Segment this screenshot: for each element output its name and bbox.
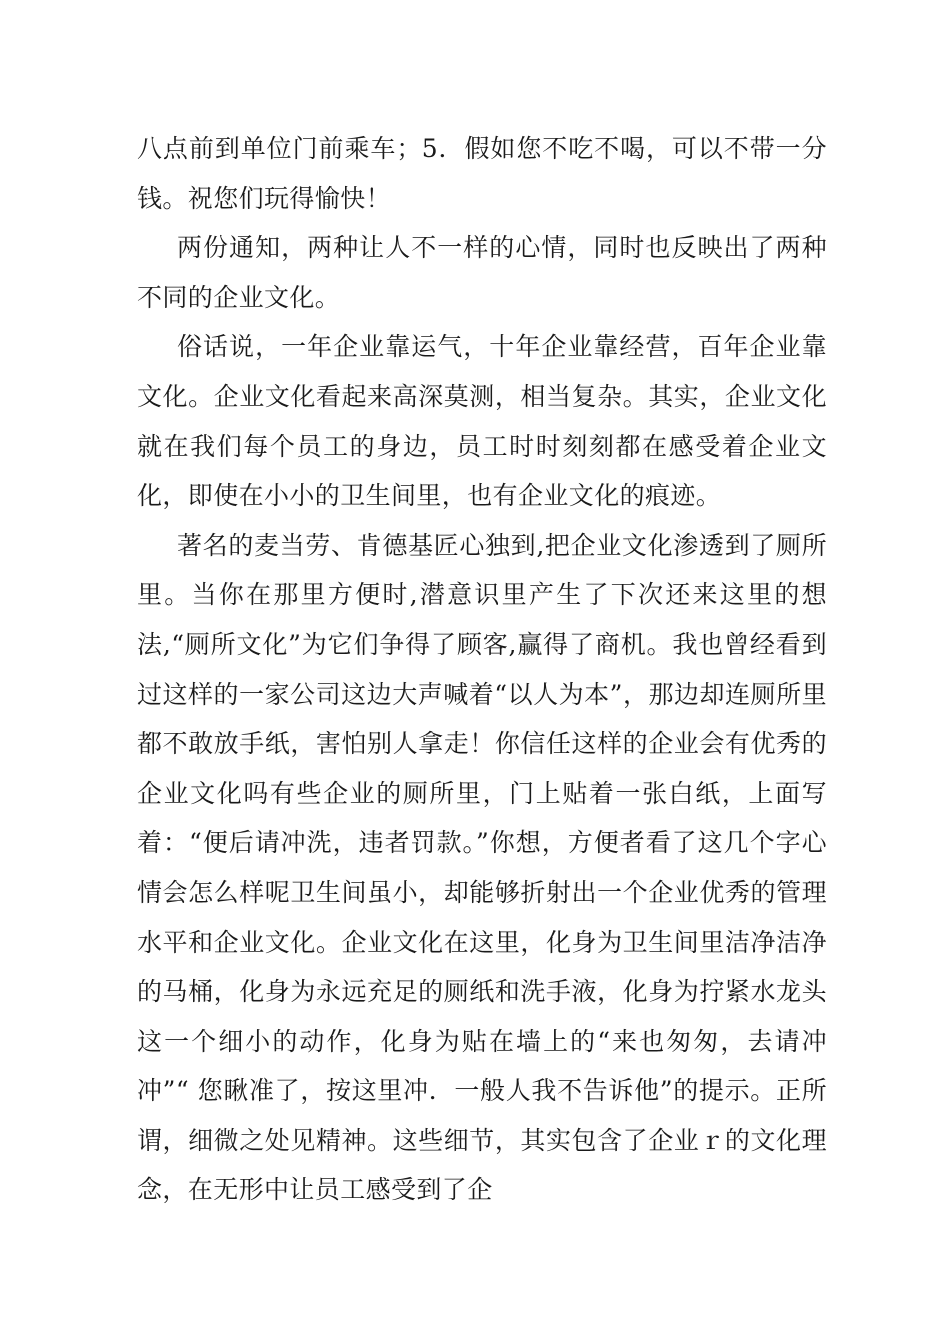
paragraph-notice-tail: 八点前到单位门前乘车；5．假如您不吃不喝，可以不带一分钱。祝您们玩得愉快！ (137, 134, 827, 213)
paragraph-toilet-culture: 著名的麦当劳、肯德基匠心独到,把企业文化渗透到了厕所里。当你在那里方便时,潜意识里产生了下次还来这里的想法,“厕所文化”为它们争得了顾客,赢得了商机。我也曾经看到过这样的一家公司这边大声喊着“以人为本”，那边却连厕所里都不敢放手纸，害怕别人拿走！你信任这样的企业会有优秀的企业文化吗有些企业的厕所里，门上贴着一张白纸，上面写着：“便后请冲洗，违者罚款。”你想，方便者看了这几个字心情会怎么样呢卫生间虽小，却能够折射出一个企业优秀的管理水平和企业文化。企业文化在这里，化身为卫生间里洁净洁净的马桶，化身为永远充足的厕纸和洗手液，化身为拧紧水龙头这一个细小的动作，化身为贴在墙上的“来也匆匆，去请冲冲”“ 您瞅准了，按这里冲．一般人我不告诉他”的提示。正所谓，细微之处见精神。这些细节，其实包含了企业ｒ的文化理念，在无形中让员工感受到了企 (137, 530, 827, 1205)
paragraph-proverb: 俗话说，一年企业靠运气，十年企业靠经营，百年企业靠文化。企业文化看起来高深莫测，相当复杂。其实，企业文化就在我们每个员工的身边，员工时时刻刻都在感受着企业文化，即使在小小的卫生间里，也有企业文化的痕迹。 (137, 332, 827, 511)
paragraph-two-notices: 两份通知，两种让人不一样的心情，同时也反映出了两种不同的企业文化。 (137, 233, 827, 312)
body-text (137, 124, 827, 1215)
